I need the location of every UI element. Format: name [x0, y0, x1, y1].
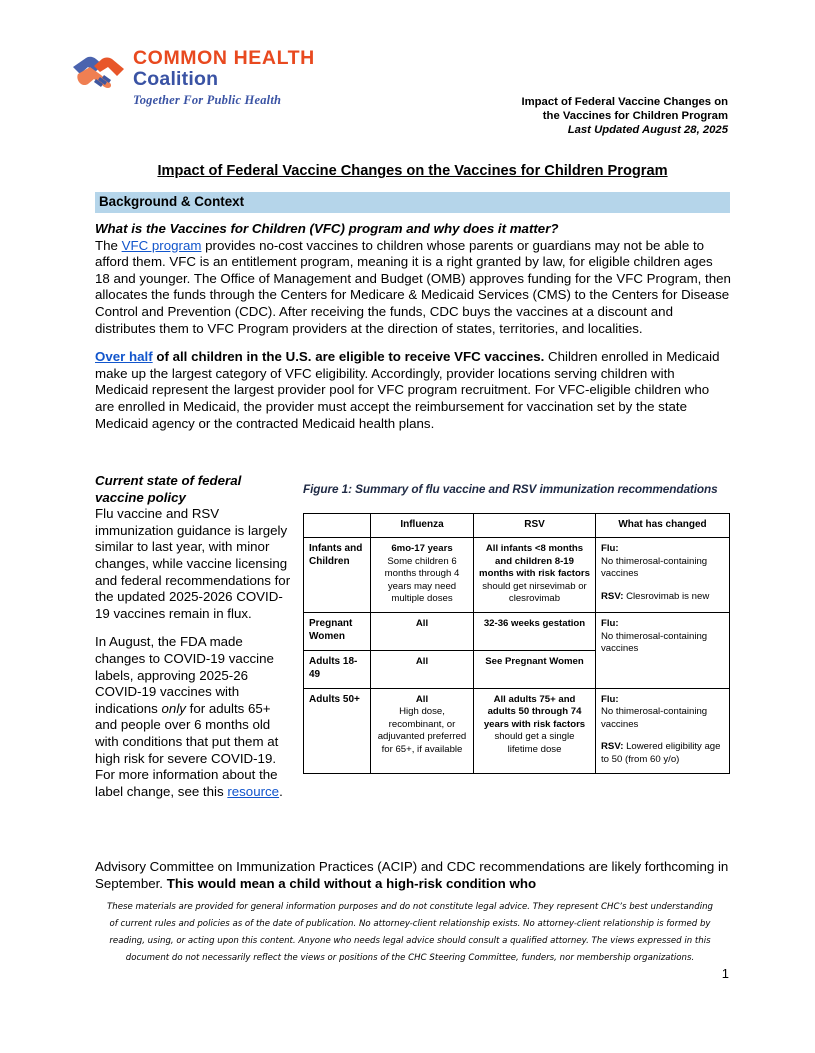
cell-influenza-adults-50-plus-bold: All — [415, 694, 429, 706]
header-title-line-2: the Vaccines for Children Program — [542, 110, 728, 123]
cell-changed-infants — [596, 538, 730, 613]
col-header-what-has-changed: What has changed — [596, 514, 730, 538]
left-col-para-2b: for adults 65+ and people over 6 months old with conditions that put them at high risk for severe COVID-19. For more information about the label change, see this — [95, 700, 279, 799]
resource-link[interactable]: resource — [227, 783, 280, 799]
cell-influenza-infants-bold: 6mo-17 years — [391, 543, 453, 555]
left-col-para-2c: . — [279, 783, 283, 799]
cell-influenza-pregnant-bold: All — [415, 618, 429, 630]
col-header-blank — [304, 514, 371, 538]
logo-line-1: COMMON HEALTH — [133, 47, 315, 69]
cell-rsv-infants-rest: should get nirsevimab or clesrovimab — [482, 580, 587, 605]
table-header-row — [304, 514, 730, 538]
cell-changed-adults-50-rsv-text: Lowered eligibility age to 50 (from 60 y/o) — [601, 741, 721, 765]
cell-changed-infants-rsv-text: Clesrovimab is new — [623, 590, 710, 602]
header-title-line-1: Impact of Federal Vaccine Changes on — [521, 96, 728, 108]
logo-tagline: Together For Public Health — [133, 93, 282, 107]
logo-line-2: Coalition — [133, 68, 219, 90]
legal-disclaimer: These materials are provided for general information purposes and do not constitute legal advice. They represent CHC’s best understanding of current rules and policies as of the date of publication. No attorney-client relationship exists. No attorney-client relationship is formed by reading, using, or acting upon this content. Anyone who needs legal advice should consult a qualified attorney. The views expressed in this document do not necessarily reflect the views or positions of the CHC Steering Committee, funders, nor membership organizations. — [107, 902, 713, 963]
left-col-para-2-italic: only — [161, 700, 186, 716]
acip-paragraph-bold: This would mean a child without a high-risk condition who — [166, 875, 537, 891]
cell-rsv-infants — [474, 538, 596, 613]
page-title: Impact of Federal Vaccine Changes on the Vaccines for Children Program — [157, 163, 668, 179]
cell-influenza-infants-rest: Some children 6 months through 4 years may need multiple doses — [384, 555, 460, 605]
table-row — [304, 689, 730, 774]
cell-influenza-adults-18-49-bold: All — [415, 656, 429, 668]
header-doc-info — [521, 95, 728, 138]
cell-rsv-adults-18-49-bold: See Pregnant Women — [485, 656, 584, 668]
cell-changed-pregnant-flu-text: No thimerosal-containing vaccines — [601, 630, 708, 655]
eligibility-paragraph — [95, 349, 731, 432]
cell-influenza-adults-50-plus-rest: High dose, recombinant, or adjuvanted preferred for 65+, if available — [377, 706, 467, 755]
page-number: 1 — [721, 966, 729, 981]
intro-question: What is the Vaccines for Children (VFC) program and why does it matter? — [95, 221, 559, 236]
acip-paragraph-normal: Advisory Committee on Immunization Practices (ACIP) and CDC recommendations are likely forthcoming in September. — [95, 859, 729, 891]
left-column-current-state — [95, 473, 291, 812]
col-header-influenza: Influenza — [371, 514, 474, 538]
cell-changed-adults-50-flu-text: No thimerosal-containing vaccines — [601, 706, 708, 730]
cell-influenza-adults-50-plus — [371, 689, 474, 774]
para1-post: provides no-cost vaccines to children whose parents or guardians may not be able to afford them. VFC is an entitlement program, meaning it is a right granted by law, for eligible children ages 18 and younger. The Office of Management and Budget (OMB) approves funding for the VFC Program, then allocates the funds through the Centers for Medicare & Medicaid Services (CMS) to the Centers for Disease Control and Prevention (CDC). After receiving the funds, CDC buys the vaccines at a discount and distributes them to VFC Program providers at the direction of states, territories, and localities. — [95, 237, 731, 336]
cell-changed-infants-flu-text: No thimerosal-containing vaccines — [601, 555, 708, 580]
cell-changed-adults-50-rsv-label: RSV: — [601, 741, 624, 753]
cell-rsv-adults-50-plus — [474, 689, 596, 774]
header-last-updated: Last Updated August 28, 2025 — [567, 124, 728, 137]
cell-rsv-adults-50-plus-rest: should get a single lifetime dose — [494, 731, 575, 755]
section-header-background-context: Background & Context — [95, 192, 730, 213]
para1-pre: The — [95, 237, 122, 253]
cell-changed-adults-50-plus — [596, 689, 730, 774]
cell-influenza-pregnant — [371, 613, 474, 651]
cell-influenza-adults-18-49 — [371, 651, 474, 689]
vfc-program-link[interactable]: VFC program — [121, 237, 202, 253]
handshake-icon — [70, 54, 127, 92]
left-col-first-block — [95, 473, 291, 622]
left-column-heading: Current state of federal vaccine policy — [95, 473, 242, 505]
cell-changed-infants-rsv-label: RSV: — [601, 590, 624, 602]
cell-changed-adults-50-flu-label: Flu: — [601, 694, 619, 706]
cell-changed-pregnant-and-adults-18-49 — [596, 613, 730, 689]
figure-1 — [303, 482, 730, 774]
row-label-adults-18-49: Adults 18-49 — [304, 651, 371, 689]
logo-wordmark — [133, 48, 315, 108]
intro-block — [95, 221, 731, 337]
left-col-second-block — [95, 634, 291, 800]
cell-rsv-pregnant-bold: 32-36 weeks gestation — [483, 618, 586, 630]
organization-logo — [70, 48, 315, 108]
row-label-adults-50-plus: Adults 50+ — [304, 689, 371, 774]
cell-spacer — [601, 581, 724, 591]
recommendations-table — [303, 513, 730, 774]
table-row — [304, 613, 730, 651]
document-header — [0, 40, 815, 145]
para2-bold: of all children in the U.S. are eligible to receive VFC vaccines. — [152, 349, 545, 365]
col-header-rsv: RSV — [474, 514, 596, 538]
body-content — [95, 221, 731, 444]
cell-rsv-pregnant — [474, 613, 596, 651]
left-col-para-2a: In August, the FDA made changes to COVID-19 vaccine labels, approving 2025-26 COVID-19 vaccines with indications — [95, 634, 274, 716]
row-label-infants-and-children: Infants and Children — [304, 538, 371, 613]
left-col-para-1: Flu vaccine and RSV immunization guidance is largely similar to last year, with minor changes, while vaccine licensing and federal recommendations for the updated 2025-2026 COVID-19 vaccines remain in flux. — [95, 506, 291, 621]
figure-caption: Figure 1: Summary of flu vaccine and RSV immunization recommendations — [303, 482, 718, 496]
cell-influenza-infants — [371, 538, 474, 613]
cell-rsv-infants-bold: All infants <8 months and children 8-19 months with risk factors — [479, 543, 590, 580]
cell-rsv-adults-18-49 — [474, 651, 596, 689]
cell-changed-infants-flu-label: Flu: — [601, 543, 619, 555]
cell-spacer — [601, 731, 724, 741]
row-label-pregnant-women: Pregnant Women — [304, 613, 371, 651]
para2-rest: Children enrolled in Medicaid make up the largest category of VFC eligibility. Accordingly, provider locations serving children with Medicaid represent the largest provider pool for VFC program recruitment. For VFC-eligible children who are enrolled in Medicaid, the provider must accept the reimbursement for vaccination set by the state Medicaid agency or the contracted Medicaid health plans. — [95, 349, 720, 431]
cell-changed-pregnant-flu-label: Flu: — [601, 618, 619, 630]
over-half-link[interactable]: Over half — [95, 349, 153, 365]
table-row — [304, 538, 730, 613]
acip-paragraph — [95, 859, 731, 892]
cell-rsv-adults-50-plus-bold: All adults 75+ and adults 50 through 74 years with risk factors — [483, 694, 586, 730]
